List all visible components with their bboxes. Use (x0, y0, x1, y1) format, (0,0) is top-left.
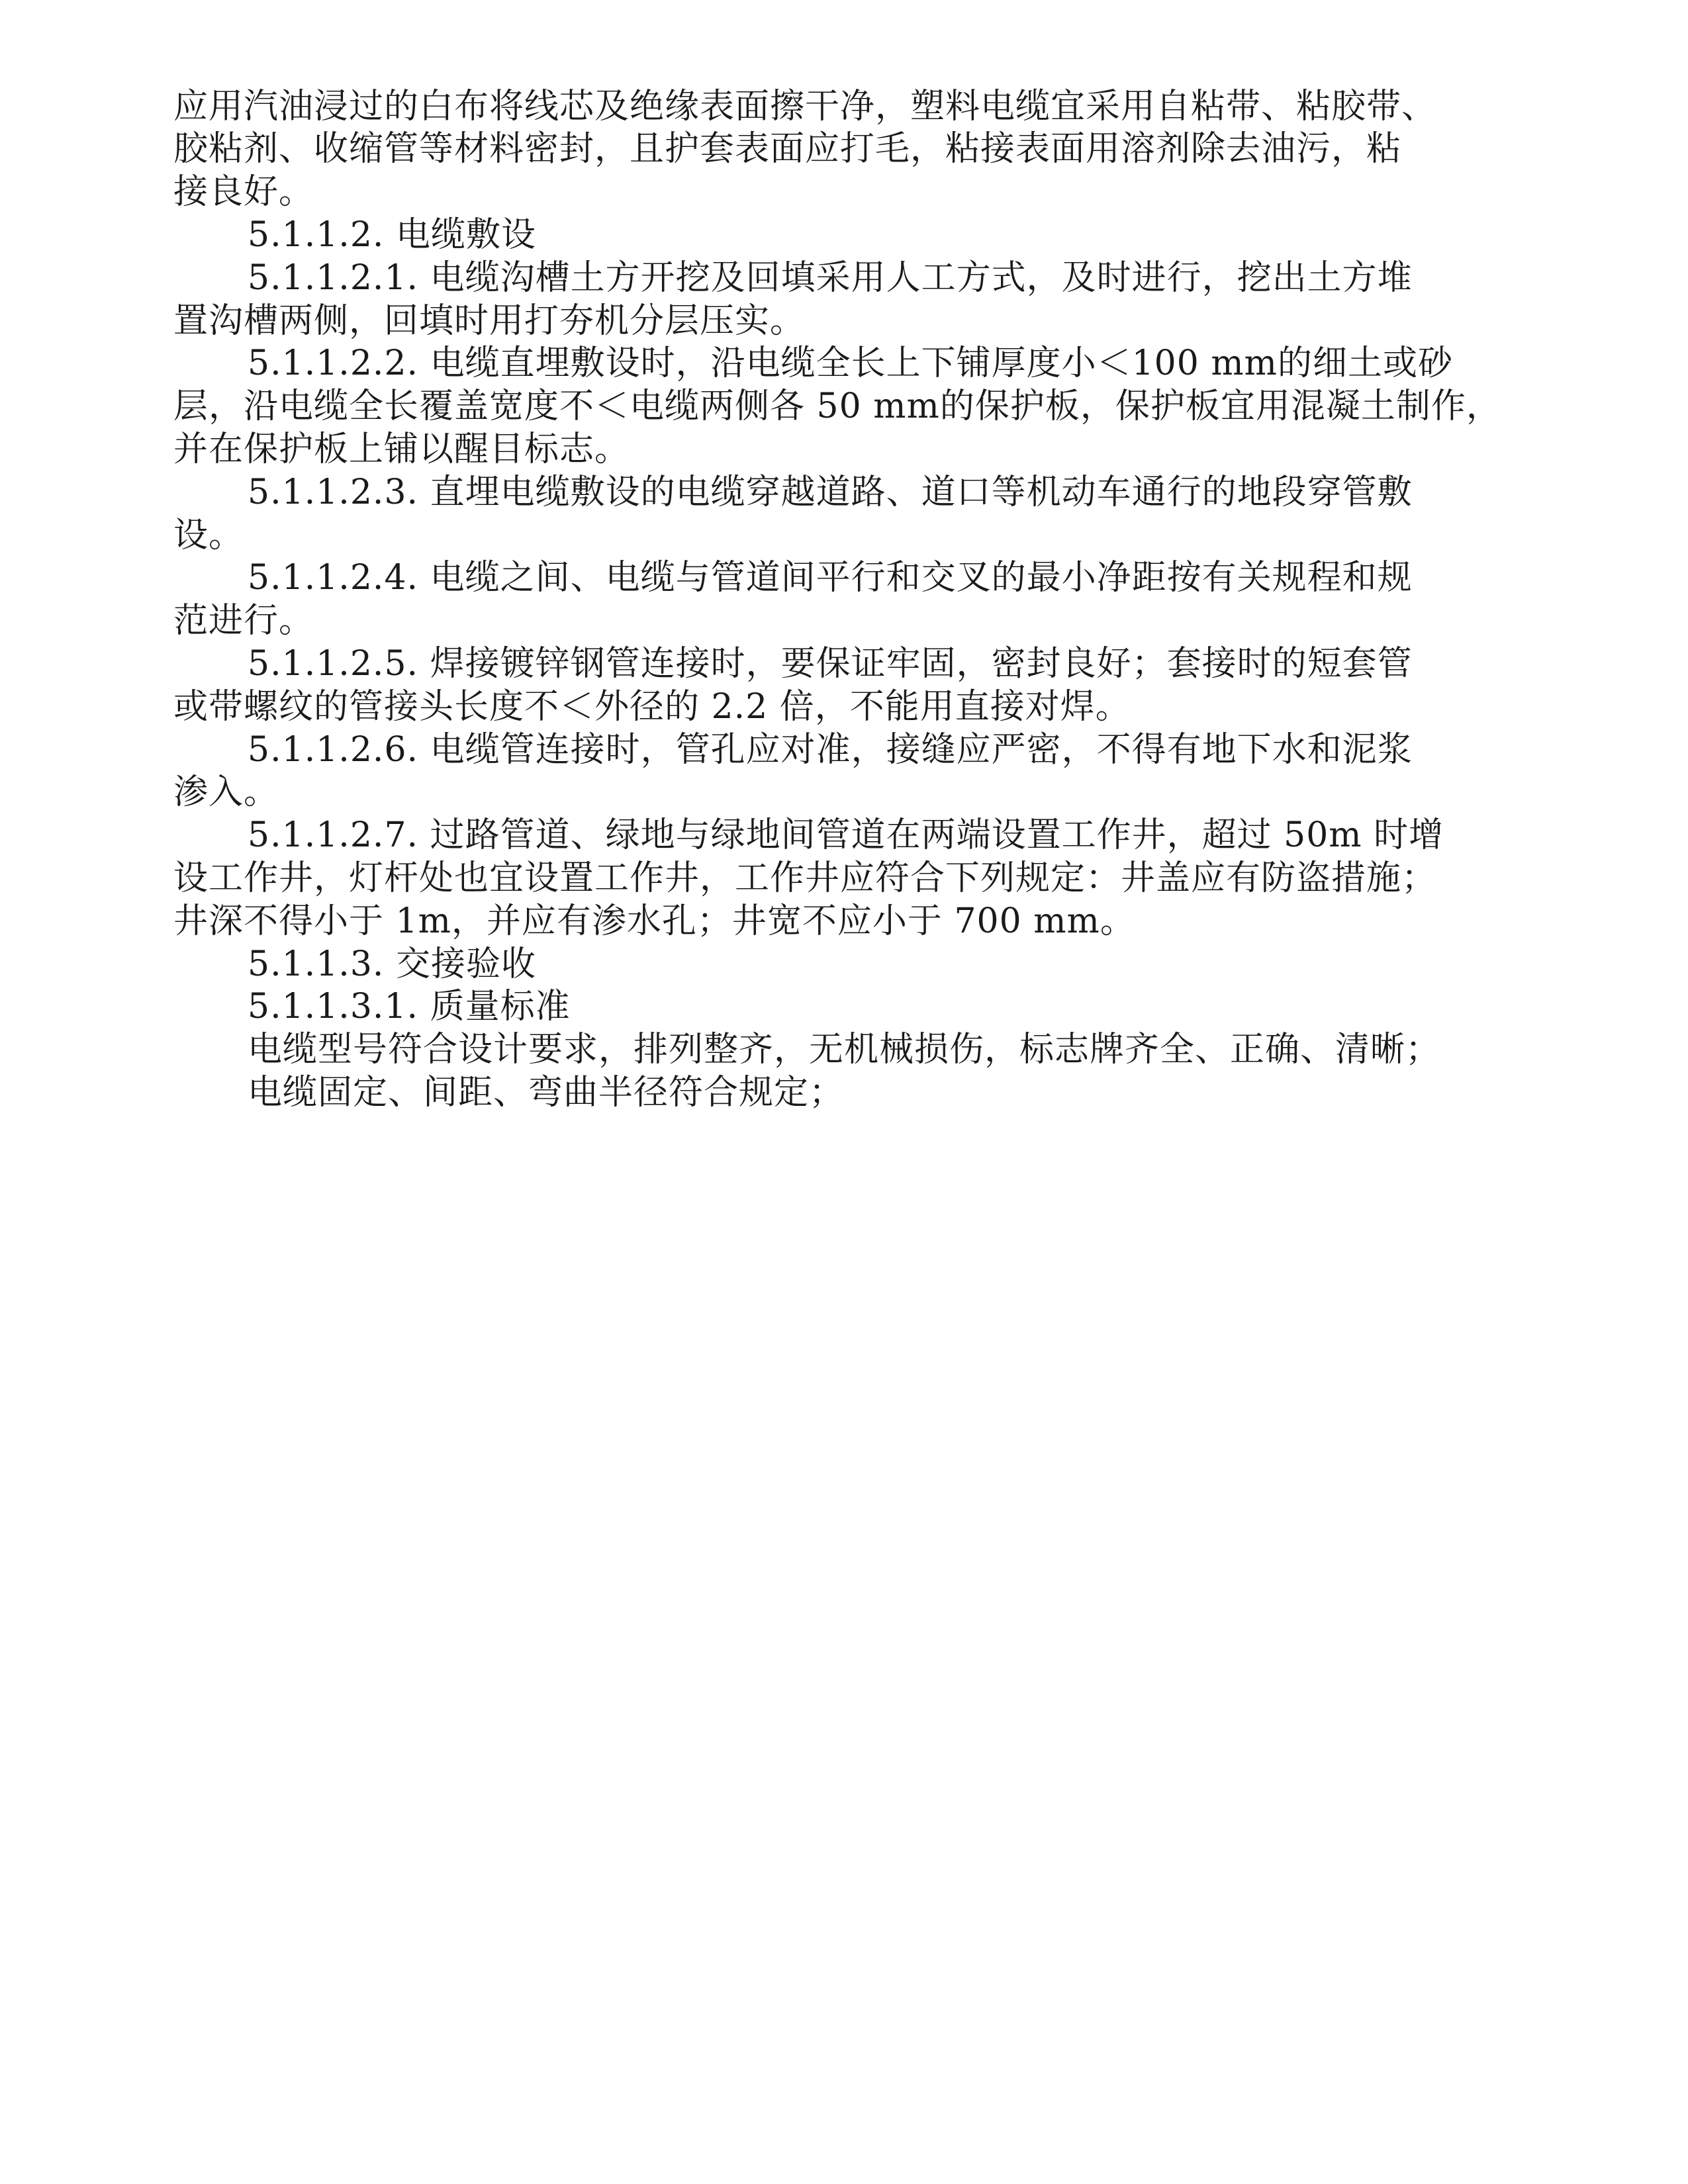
text-line: 胶粘剂、收缩管等材料密封，且护套表面应打毛，粘接表面用溶剂除去油污，粘 (173, 129, 1402, 169)
text-line: 置沟槽两侧，回填时用打夯机分层压实。 (173, 301, 806, 341)
text-line: 井深不得小于 1m，并应有渗水孔；井宽不应小于 700 mm。 (173, 901, 1135, 941)
text-line: 应用汽油浸过的白布将线芯及绝缘表面擦干净，塑料电缆宜采用自粘带、粘胶带、 (173, 87, 1437, 126)
text-line: 接良好。 (173, 172, 314, 212)
section-heading: 5.1.1.2. 电缆敷设 (248, 215, 536, 255)
section-heading: 5.1.1.3.1. 质量标准 (248, 987, 571, 1026)
text-line: 5.1.1.2.2. 电缆直埋敷设时，沿电缆全长上下铺厚度小＜100 mm的细土或砂 (248, 343, 1453, 383)
text-line: 电缆型号符合设计要求，排列整齐，无机械损伤，标志牌齐全、正确、清晰； (248, 1030, 1441, 1069)
text-line: 或带螺纹的管接头长度不＜外径的 2.2 倍，不能用直接对焊。 (173, 687, 1131, 727)
text-line: 5.1.1.2.3. 直埋电缆敷设的电缆穿越道路、道口等机动车通行的地段穿管敷 (248, 473, 1413, 512)
text-line: 5.1.1.2.1. 电缆沟槽土方开挖及回填采用人工方式，及时进行，挖出土方堆 (248, 258, 1413, 298)
text-line: 5.1.1.2.6. 电缆管连接时，管孔应对准，接缝应严密，不得有地下水和泥浆 (248, 730, 1413, 770)
text-line: 范进行。 (173, 601, 314, 641)
text-line: 层，沿电缆全长覆盖宽度不＜电缆两侧各 50 mm的保护板，保护板宜用混凝土制作， (173, 387, 1501, 426)
text-line: 5.1.1.2.7. 过路管道、绿地与绿地间管道在两端设置工作井，超过 50m 时增 (248, 815, 1444, 855)
text-line: 设工作井，灯杆处也宜设置工作井，工作井应符合下列规定：井盖应有防盗措施； (173, 858, 1437, 898)
text-line: 并在保护板上铺以醒目标志。 (173, 430, 630, 469)
text-line: 电缆固定、间距、弯曲半径符合规定； (248, 1073, 845, 1113)
text-line: 5.1.1.2.4. 电缆之间、电缆与管道间平行和交叉的最小净距按有关规程和规 (248, 558, 1413, 598)
text-line: 渗入。 (173, 772, 279, 812)
text-line: 设。 (173, 516, 244, 555)
section-heading: 5.1.1.3. 交接验收 (248, 944, 536, 984)
text-line: 5.1.1.2.5. 焊接镀锌钢管连接时，要保证牢固，密封良好；套接时的短套管 (248, 644, 1413, 684)
